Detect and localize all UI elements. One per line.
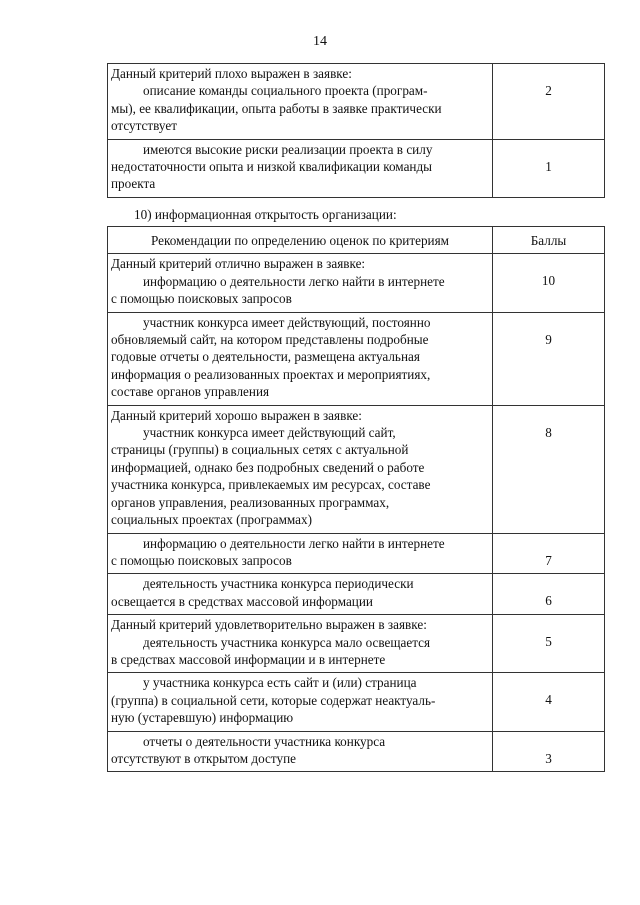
criteria-cell bbox=[108, 64, 493, 140]
criteria-text-line: деятельность участника конкурса мало освещается bbox=[143, 634, 431, 650]
score-cell: 2 bbox=[493, 64, 605, 140]
criteria-first-line bbox=[111, 575, 489, 592]
criteria-text-line: участник конкурса имеет действующий сайт, bbox=[143, 425, 396, 441]
criteria-first-line bbox=[111, 82, 489, 99]
criteria-first-line bbox=[111, 674, 489, 691]
criteria-level-heading: Данный критерий отлично выражен в заявке: bbox=[111, 256, 366, 272]
criteria-cell bbox=[108, 312, 493, 405]
score-cell: 5 bbox=[493, 615, 605, 673]
criteria-text-line: деятельность участника конкурса периодически bbox=[143, 576, 414, 592]
criteria-text-line: в средствах массовой информации и в интернете bbox=[111, 651, 386, 667]
table-row bbox=[108, 615, 605, 673]
criteria-text-line: годовые отчеты о деятельности, размещена актуальная bbox=[111, 349, 420, 365]
table-row bbox=[108, 312, 605, 405]
table-row bbox=[108, 254, 605, 312]
criteria-text-line: мы), ее квалификации, опыта работы в заявке практически bbox=[111, 100, 442, 116]
criteria-text-line: освещается в средствах массовой информации bbox=[111, 593, 373, 609]
criteria-text-line: ную (устаревшую) информацию bbox=[111, 710, 294, 726]
criteria-text-line: отсутствует bbox=[111, 118, 177, 134]
score-cell: 7 bbox=[493, 533, 605, 574]
criteria-table-team bbox=[107, 63, 605, 198]
criteria-text-line: проекта bbox=[111, 176, 156, 192]
criteria-first-line bbox=[111, 314, 489, 331]
criteria-text-line: с помощью поисковых запросов bbox=[111, 291, 292, 307]
table-row bbox=[108, 139, 605, 197]
table-row bbox=[108, 405, 605, 533]
criteria-cell bbox=[108, 574, 493, 615]
section-title: 10) информационная открытость организации: bbox=[134, 207, 397, 222]
score-cell: 6 bbox=[493, 574, 605, 615]
score-cell: 9 bbox=[493, 312, 605, 405]
criteria-text-line: органов управления, реализованных программах, bbox=[111, 494, 390, 510]
criteria-first-line bbox=[111, 733, 489, 750]
criteria-cell bbox=[108, 139, 493, 197]
criteria-text-line: информация о реализованных проектах и мероприятиях, bbox=[111, 366, 431, 382]
criteria-text-line: информацией, однако без подробных сведений о работе bbox=[111, 459, 425, 475]
score-cell: 4 bbox=[493, 673, 605, 731]
criteria-text-line: у участника конкурса есть сайт и (или) страница bbox=[143, 675, 417, 691]
table-header-row bbox=[108, 227, 605, 254]
criteria-cell bbox=[108, 533, 493, 574]
criteria-first-line bbox=[111, 634, 489, 651]
table-row bbox=[108, 533, 605, 574]
criteria-text-line: недостаточности опыта и низкой квалификации команды bbox=[111, 159, 433, 175]
criteria-first-line bbox=[111, 424, 489, 441]
criteria-table-openness bbox=[107, 226, 605, 772]
criteria-text-line: информацию о деятельности легко найти в интернете bbox=[143, 273, 445, 289]
table-row bbox=[108, 673, 605, 731]
criteria-level-heading: Данный критерий плохо выражен в заявке: bbox=[111, 66, 352, 81]
criteria-cell bbox=[108, 673, 493, 731]
criteria-text-line: описание команды социального проекта (програм- bbox=[143, 83, 428, 99]
criteria-text-line: информацию о деятельности легко найти в интернете bbox=[143, 535, 445, 551]
criteria-text-line: социальных проектах (программах) bbox=[111, 512, 313, 528]
criteria-text-line: составе органов управления bbox=[111, 384, 270, 400]
criteria-text-line: (группа) в социальной сети, которые содержат неактуаль- bbox=[111, 692, 436, 708]
column-header-criteria: Рекомендации по определению оценок по критериям bbox=[108, 227, 493, 254]
criteria-cell bbox=[108, 615, 493, 673]
criteria-text-line: участник конкурса имеет действующий, постоянно bbox=[143, 314, 431, 330]
score-cell: 1 bbox=[493, 139, 605, 197]
criteria-text-line: отсутствуют в открытом доступе bbox=[111, 750, 296, 766]
criteria-text-line: с помощью поисковых запросов bbox=[111, 552, 292, 568]
criteria-text-line: участника конкурса, привлекаемых им ресурсах, составе bbox=[111, 477, 431, 493]
criteria-first-line bbox=[111, 535, 489, 552]
criteria-level-heading: Данный критерий удовлетворительно выражен в заявке: bbox=[111, 617, 427, 633]
table-row bbox=[108, 574, 605, 615]
criteria-level-heading: Данный критерий хорошо выражен в заявке: bbox=[111, 407, 362, 423]
page-number: 14 bbox=[313, 34, 327, 49]
criteria-text-line: отчеты о деятельности участника конкурса bbox=[143, 733, 386, 749]
criteria-cell bbox=[108, 405, 493, 533]
score-cell: 8 bbox=[493, 405, 605, 533]
criteria-text-line: имеются высокие риски реализации проекта в силу bbox=[143, 141, 433, 157]
criteria-cell bbox=[108, 731, 493, 772]
criteria-text-line: обновляемый сайт, на котором представлены подробные bbox=[111, 332, 429, 348]
criteria-text-line: страницы (группы) в социальных сетях с актуальной bbox=[111, 442, 409, 458]
score-cell: 3 bbox=[493, 731, 605, 772]
score-cell: 10 bbox=[493, 254, 605, 312]
criteria-cell bbox=[108, 254, 493, 312]
column-header-score: Баллы bbox=[493, 227, 605, 254]
table-row bbox=[108, 731, 605, 772]
criteria-first-line bbox=[111, 141, 489, 158]
table-row bbox=[108, 64, 605, 140]
criteria-first-line bbox=[111, 273, 489, 290]
